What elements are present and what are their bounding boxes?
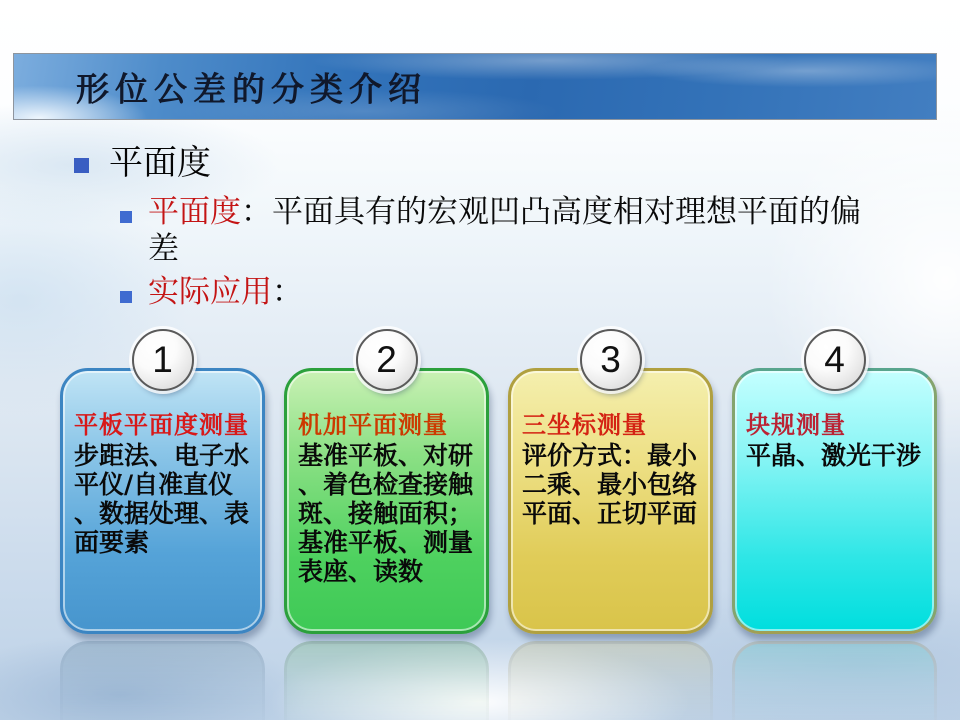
card-reflections: [60, 641, 937, 720]
card-number-badge: 3: [580, 329, 642, 391]
cards-row: [60, 339, 937, 634]
sub-bullet-colon: ：: [241, 194, 272, 230]
card-gauge-block-measurement: [732, 339, 937, 634]
bullet-text: 平面度: [109, 143, 211, 183]
sub-bullet-definition: [120, 194, 900, 268]
card-reflection: [60, 641, 265, 720]
card-number-badge: 2: [356, 329, 418, 391]
card-flat-plate-measurement: [60, 339, 265, 634]
bullet-item-flatness: [74, 141, 211, 185]
bullet-square-icon: [120, 291, 132, 303]
sub-bullet-application: [120, 274, 720, 311]
card-cmm-measurement: [508, 339, 713, 634]
card-title: 三坐标测量: [522, 410, 647, 439]
card-title: 块规测量: [746, 410, 846, 439]
title-bar: [13, 53, 937, 120]
bullet-square-icon: [120, 211, 132, 223]
card-reflection: [284, 641, 489, 720]
card-number-badge: 4: [804, 329, 866, 391]
sub-bullet-colon: ：: [272, 274, 303, 310]
card-reflection: [732, 641, 937, 720]
bullet-square-icon: [74, 158, 89, 173]
card-body: 步距法、电子水平仪/自准直仪、数据处理、表面要素: [74, 441, 250, 557]
card-number-badge: 1: [132, 329, 194, 391]
sub-bullet-label: 平面度: [148, 194, 241, 230]
card-body: 评价方式：最小二乘、最小包络平面、正切平面: [522, 441, 698, 528]
sub-bullet-body: 平面具有的宏观凹凸高度相对理想平面的偏差: [148, 194, 861, 267]
sub-bullet-label: 实际应用: [148, 274, 272, 310]
card-title: 平板平面度测量: [74, 410, 249, 439]
card-body: 平晶、激光干涉: [746, 441, 922, 470]
sub-bullet-text: [148, 194, 888, 268]
card-machined-plane-measurement: [284, 339, 489, 634]
slide-title: 形位公差的分类介绍: [76, 69, 427, 108]
card-title: 机加平面测量: [298, 410, 448, 439]
card-body: 基准平板、对研、着色检查接触斑、接触面积；基准平板、测量表座、读数: [298, 441, 474, 586]
sub-bullet-text: [148, 274, 720, 311]
card-reflection: [508, 641, 713, 720]
